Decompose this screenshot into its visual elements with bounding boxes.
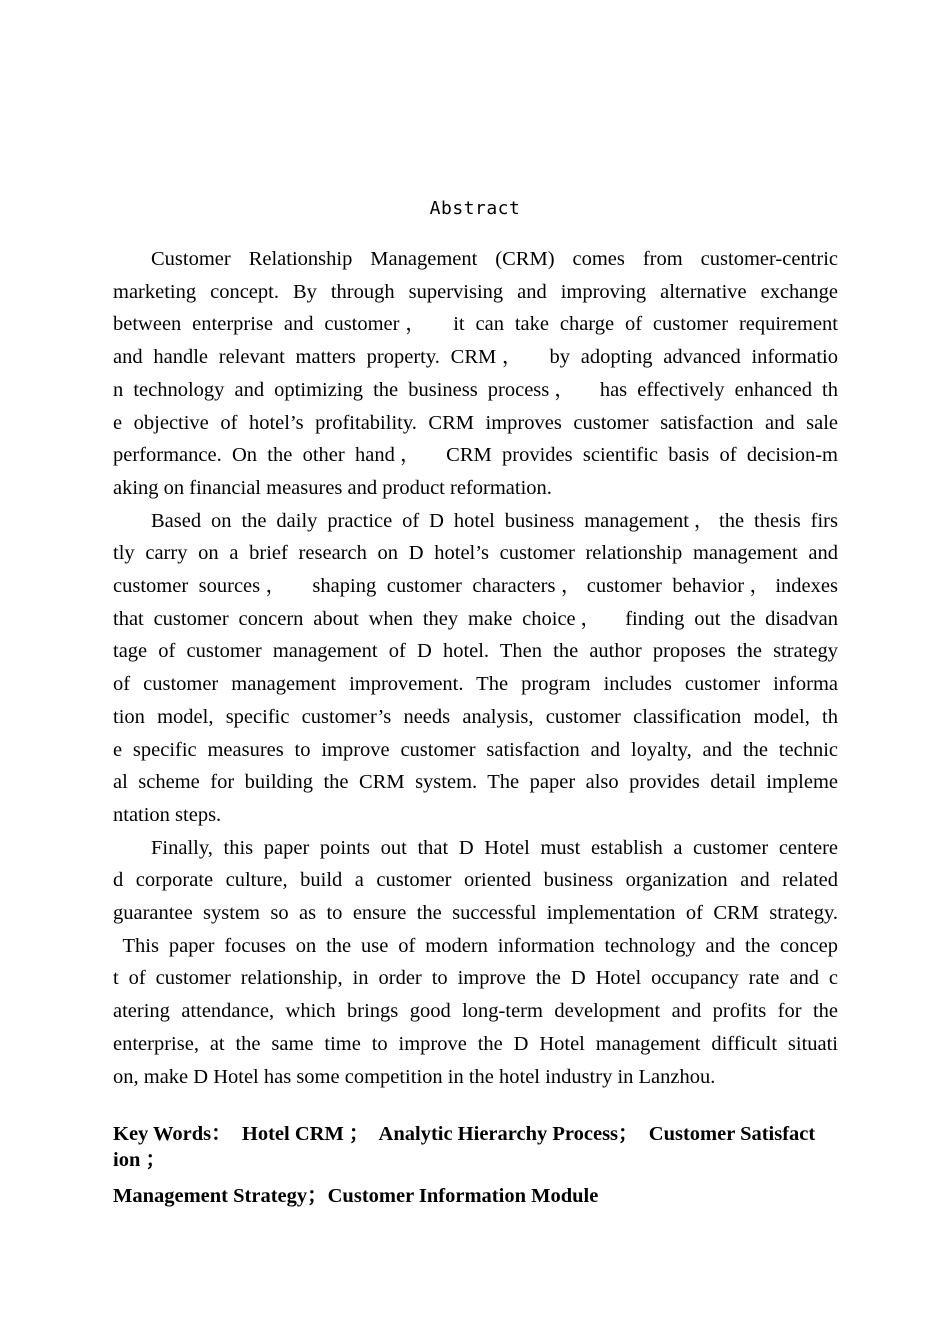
text-line: d corporate culture, build a customer oriented business organization and related — [113, 869, 838, 892]
text-line: n technology and optimizing the business process， has effectively enhanced th — [113, 378, 838, 401]
text-line: that customer concern about when they make choice， finding out the disadvan — [113, 607, 838, 630]
text-line: customer sources， shaping customer characters，customer behavior，indexes — [113, 575, 838, 598]
text-line: tly carry on a brief research on D hotel’s customer relationship management and — [113, 542, 838, 565]
text-line: al scheme for building the CRM system. The paper also provides detail impleme — [113, 771, 838, 794]
abstract-paragraph-2 — [113, 505, 838, 832]
text-line: e specific measures to improve customer satisfaction and loyalty, and the technic — [113, 738, 838, 761]
keywords-line-wrap: ion ； — [113, 1149, 166, 1171]
text-line: and handle relevant matters property. CRM， by adopting advanced informatio — [113, 346, 838, 369]
text-line: on, make D Hotel has some competition in the hotel industry in Lanzhou. — [113, 1065, 716, 1088]
keywords-line: Key Words： Hotel CRM ； Analytic Hierarchy Process； Customer Satisfact — [113, 1123, 816, 1145]
page-title: Abstract — [429, 198, 521, 219]
text-line: aking on financial measures and product reformation. — [113, 476, 552, 499]
text-line: of customer management improvement. The program includes customer informa — [113, 673, 838, 696]
text-line: ntation steps. — [113, 803, 222, 826]
text-line: between enterprise and customer， it can take charge of customer requirement — [113, 313, 838, 336]
keywords-line: Management Strategy；Customer Information Module — [113, 1185, 599, 1207]
text-line: e objective of hotel’s profitability. CRM improves customer satisfaction and sale — [113, 411, 838, 434]
text-line: This paper focuses on the use of modern information technology and the concep — [113, 934, 838, 957]
text-line: atering attendance, which brings good long-term development and profits for the — [113, 1000, 838, 1023]
text-line: Customer Relationship Management (CRM) comes from customer-centric — [151, 248, 838, 270]
text-line: tage of customer management of D hotel. Then the author proposes the strategy — [113, 640, 838, 663]
keywords-section — [113, 1121, 903, 1209]
text-line: marketing concept. By through supervising and improving alternative exchange — [113, 280, 838, 303]
text-line: Based on the daily practice of D hotel business management，the thesis firs — [151, 509, 838, 532]
abstract-paragraph-3 — [113, 832, 838, 1094]
text-line: enterprise, at the same time to improve the D Hotel management difficult situati — [113, 1032, 838, 1055]
text-line: Finally, this paper points out that D Hotel must establish a customer centere — [151, 836, 838, 859]
text-line: tion model, specific customer’s needs analysis, customer classification model, th — [113, 705, 838, 728]
abstract-paragraph-1 — [113, 243, 838, 505]
abstract-body — [113, 243, 838, 1093]
text-line: performance. On the other hand， CRM provides scientific basis of decision-m — [113, 444, 838, 467]
text-line: t of customer relationship, in order to improve the D Hotel occupancy rate and c — [113, 967, 838, 990]
text-line: guarantee system so as to ensure the successful implementation of CRM strategy. — [113, 902, 838, 925]
